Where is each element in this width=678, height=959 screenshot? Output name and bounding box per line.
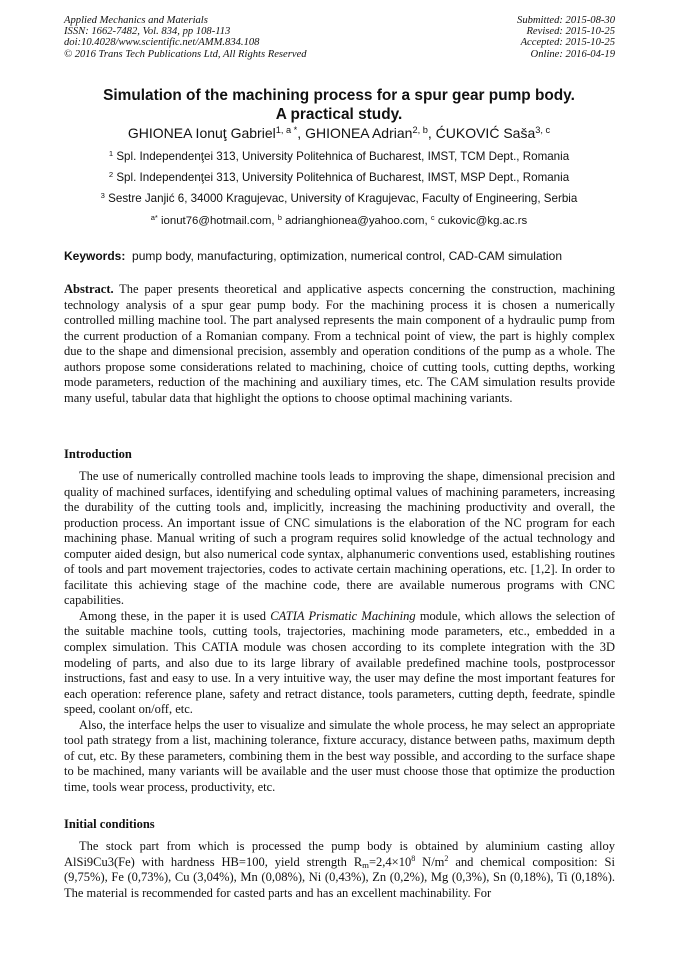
online-date: Online: 2016-04-19 xyxy=(530,48,615,60)
initial-conditions-body xyxy=(64,839,615,901)
journal-header xyxy=(64,15,307,60)
introduction-paragraph-1: The use of numerically controlled machine tools leads to improving the shape, dimensional precision and quality of machined surfaces, identifying and scheduling optimal values of machining parameters, increasing the durability of the cutting tools and, implicitly, increasing the machining productivity and overall, the production process. An important issue of CNC simulations is the elaboration of the NC program for each machining phase. Manual writing of such a program requires solid knowledge of the actual technology and computer aided design, but also numerical code syntax, alphanumeric conventions used, establishing routines of tools and part movement trajectories, codes to activate certain machining operations, etc. [1,2]. In order to facilitate this achieving stage of the machine code, there are available numerous programs with CNC capabilities. xyxy=(64,469,615,608)
revised-date: Revised: 2015-10-25 xyxy=(526,26,615,38)
keywords xyxy=(64,249,616,263)
introduction-paragraph-3: Also, the interface helps the user to visualize and simulate the whole process, he may select an appropriate tool path strategy from a list, machining tolerance, fixture accuracy, distance between paths, maximum depth of cut, etc. By these parameters, combining them in the best way possible, and according to the surface shape to be machined, many variants will be available and the user must choose those that optimize the production time, tools wear process, productivity, etc. xyxy=(64,717,615,794)
author-3-affil: 3, c xyxy=(535,124,551,135)
superscript: 2 xyxy=(444,853,449,863)
accepted-date: Accepted: 2015-10-25 xyxy=(520,37,615,49)
paragraph-text: The stock part from which is processed the pump body is obtained by aluminium casting alloy AlSi9Cu3(Fe) with hardness HB=100, yield strength R xyxy=(64,839,615,869)
affiliation-1-number: 1 xyxy=(108,148,114,158)
email-c[interactable]: cukovic@kg.ac.rs xyxy=(437,215,528,227)
title-line-1: Simulation of the machining process for a spur gear pump body. xyxy=(103,87,575,104)
abstract-label: Abstract. xyxy=(64,282,114,296)
affiliation-2 xyxy=(40,171,638,185)
author-separator: , xyxy=(427,125,436,141)
abstract xyxy=(64,282,615,406)
title-line-2: A practical study. xyxy=(275,106,403,123)
software-module-name: CATIA Prismatic Machining xyxy=(270,608,416,623)
author-list xyxy=(40,124,638,142)
affiliation-3 xyxy=(40,192,638,206)
email-c-marker: c xyxy=(430,212,435,222)
author-1: GHIONEA Ionuţ Gabriel xyxy=(127,125,276,141)
affiliation-3-number: 3 xyxy=(100,190,105,200)
copyright-line: © 2016 Trans Tech Publications Ltd, All Rights Reserved xyxy=(64,48,307,60)
initial-conditions-paragraph-1 xyxy=(64,839,615,901)
doi-line: doi:10.4028/www.scientific.net/AMM.834.108 xyxy=(64,37,260,49)
paragraph-text: module, which allows the selection of the suitable machine tools, cutting tools, trajectories, machining mode parameters, etc., embedded in a complex simulation. This CATIA module was chosen according to its complete integration with the 3D modeling of parts, and also due to its large library of available predefined machine tools, postprocessor instructions, fast and easy to use. In a very intuitive way, the user may define the most important features for each operation: reference plane, safety and retract distance, tools parameters, cutting depth, feedrate, spindle speed, coolant on/off, etc. xyxy=(64,608,615,717)
affiliation-2-number: 2 xyxy=(108,169,114,179)
email-a[interactable]: ionut76@hotmail.com, xyxy=(161,215,275,227)
paragraph-text: N/m xyxy=(415,854,445,869)
author-2-affil: 2, b xyxy=(412,124,428,135)
section-heading-introduction: Introduction xyxy=(64,447,132,461)
abstract-text: The paper presents theoretical and applicative aspects concerning the construction, machining technology analysis of a spur gear pump body. For the machining process it is chosen a numerically controlled milling machine tool. The part analysed represents the main component of a hydraulic pump from the current production of a Romanian company. From a technical point of view, the part is highly complex due to the shape and dimensional precision, assembly and operation conditions of the pump as a whole. The authors propose some considerations related to machining, choice of cutting tools, cutting depths, working mode parameters, reduction of the machining and auxiliary times, etc. The CAM simulation results provide many useful, tabular data that highlight the options to choose optimal machining variants. xyxy=(64,282,615,405)
subscript: m xyxy=(362,859,369,870)
email-b-marker: b xyxy=(277,212,282,222)
introduction-paragraph-2 xyxy=(64,609,615,718)
journal-name: Applied Mechanics and Materials xyxy=(64,15,208,26)
paper-title xyxy=(40,86,638,124)
affiliation-1 xyxy=(40,150,638,164)
introduction-body xyxy=(64,469,615,795)
author-1-affil: 1, a * xyxy=(275,124,298,135)
paragraph-text: and chemical composition: Si (9,75%), Fe (0,73%), Cu (3,04%), Mn (0,08%), Ni (0,43%), Zn (0,2%), Mg (0,3%), Sn (0,18%), Ti (0,18%). The material is recommended for casted parts and has an excellent machinability. For xyxy=(64,854,615,900)
affiliation-1-text: Spl. Independenţei 313, University Politehnica of Bucharest, IMST, TCM Dept., Romania xyxy=(116,150,570,163)
author-3: ĆUKOVIĆ Saša xyxy=(435,125,536,141)
dates-header xyxy=(517,15,615,60)
keywords-text: pump body, manufacturing, optimization, numerical control, CAD-CAM simulation xyxy=(132,249,562,263)
author-separator: , xyxy=(297,125,306,141)
email-a-marker: a* xyxy=(150,212,158,222)
section-heading-initial-conditions: Initial conditions xyxy=(64,817,155,831)
author-2: GHIONEA Adrian xyxy=(305,125,413,141)
affiliation-3-text: Sestre Janjić 6, 34000 Kragujevac, University of Kragujevac, Faculty of Engineering, Serbia xyxy=(108,192,578,205)
paragraph-text: Among these, in the paper it is used xyxy=(79,608,267,623)
submitted-date: Submitted: 2015-08-30 xyxy=(517,15,615,26)
issn-line: ISSN: 1662-7482, Vol. 834, pp 108-113 xyxy=(64,26,231,38)
author-emails xyxy=(40,214,638,228)
affiliation-2-text: Spl. Independenţei 313, University Politehnica of Bucharest, IMST, MSP Dept., Romania xyxy=(116,171,570,184)
email-b[interactable]: adrianghionea@yahoo.com, xyxy=(285,215,428,227)
superscript: 8 xyxy=(411,853,416,863)
keywords-label: Keywords: xyxy=(64,249,126,263)
paragraph-text: =2,4×10 xyxy=(368,854,412,869)
